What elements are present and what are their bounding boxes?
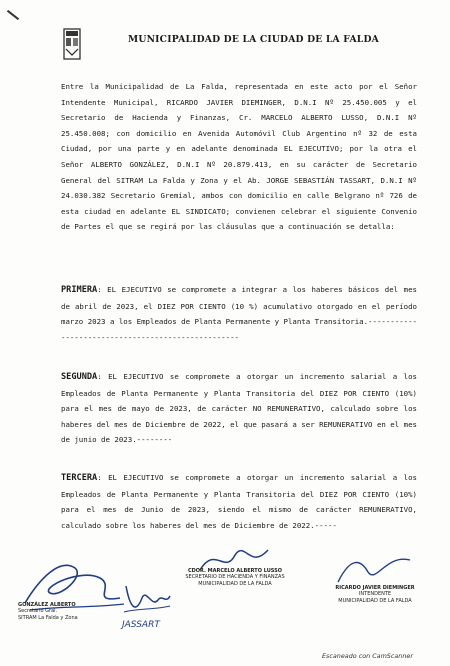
- clause-tercera: [61, 470, 417, 533]
- clause-heading: SEGUNDA: [61, 372, 98, 382]
- scanner-watermark: Escaneado con CamScanner: [322, 652, 413, 660]
- signer-name: GONZÁLEZ ALBERTO: [18, 602, 76, 608]
- corner-mark: [7, 10, 19, 20]
- clause-text: : EL EJECUTIVO se compromete a otorgar un incremento salarial a los Empleados de Planta Permanente y Planta Transitoria del DIEZ POR CIENTO (10%) para el mes de Junio de 2023, siendo el mismo de carácter REMUNERATIVO, calculado sobre los haberes del mes de Diciembre de 2022.-----: [61, 473, 417, 530]
- signer-org: SITRAM La Falda y Zona: [18, 614, 78, 621]
- signature-stamp-lusso: [180, 568, 290, 587]
- signer-role: SECRETARIO DE HACIENDA Y FINANZAS: [185, 574, 285, 581]
- signature-scribble-right: [330, 548, 415, 588]
- clause-text: : EL EJECUTIVO se compromete a integrar a los haberes básicos del mes de abril de 2023, el DIEZ POR CIENTO (10 %) acumulativo otorgado en el período marzo 2023 a los Empleados de Planta Permanente y Planta Transitoria.---------------------------------------------------: [61, 285, 417, 342]
- signature-block-gonzalez: [18, 602, 98, 621]
- signer-role: INTENDENTE: [358, 591, 392, 598]
- clause-segunda: [61, 369, 417, 448]
- signature-block-dieminger: [325, 585, 425, 604]
- signer-role: Secretario Gral.: [18, 608, 58, 615]
- municipal-seal-icon: [62, 28, 82, 60]
- signer-org: MUNICIPALIDAD DE LA FALDA: [338, 597, 412, 604]
- page-title: MUNICIPALIDAD DE LA CIUDAD DE LA FALDA: [128, 34, 379, 45]
- clause-heading: TERCERA: [61, 473, 98, 483]
- clause-primera: [61, 282, 417, 345]
- signer-name: CDOR. MARCELO ALBERTO LUSSO: [187, 568, 283, 574]
- signer-name: RICARDO JAVIER DIEMINGER: [335, 585, 415, 591]
- signature-scribble-second: [118, 578, 173, 620]
- intro-paragraph: Entre la Municipalidad de La Falda, representada en este acto por el Señor Intendente Municipal, RICARDO JAVIER DIEMINGER, D.N.I Nº 25.450.005 y el Secretario de Hacienda y Finanzas, Cr. MARCELO ALBERTO LUSSO, D.N.I Nº 25.450.008; con domicilio en Avenida Automóvil Club Argentino nº 32 de esta Ciudad, por una parte y en adelante denominada EL EJECUTIVO; por la otra el Señor ALBERTO GONZÁLEZ, D.N.I Nº 20.879.413, en su carácter de Secretario General del SITRAM La Falda y Zona y el Ab. JORGE SEBASTIÁN TASSART, D.N.I Nº 24.030.382 Secretario Gremial, ambos con domicilio en calle Belgrano nº 726 de esta ciudad en adelante EL SINDICATO; convienen celebrar el siguiente Convenio de Partes el que se regirá por las cláusulas que a continuación se detalla:: [61, 82, 417, 232]
- signature-second-name: JASSART: [122, 620, 160, 630]
- clause-text: : EL EJECUTIVO se compromete a otorgar un incremento salarial a los Empleados de Planta Permanente y Planta Transitoria del DIEZ POR CIENTO (10%) para el mes de mayo de 2023, de carácter NO REMUNERATIVO, calculado sobre los haberes del mes de Diciembre de 2022, el que pasará a ser REMUNERATIVO en el mes de junio de 2023.--------: [61, 372, 417, 445]
- signer-org: MUNICIPALIDAD DE LA FALDA: [198, 580, 272, 587]
- clause-heading: PRIMERA: [61, 285, 98, 295]
